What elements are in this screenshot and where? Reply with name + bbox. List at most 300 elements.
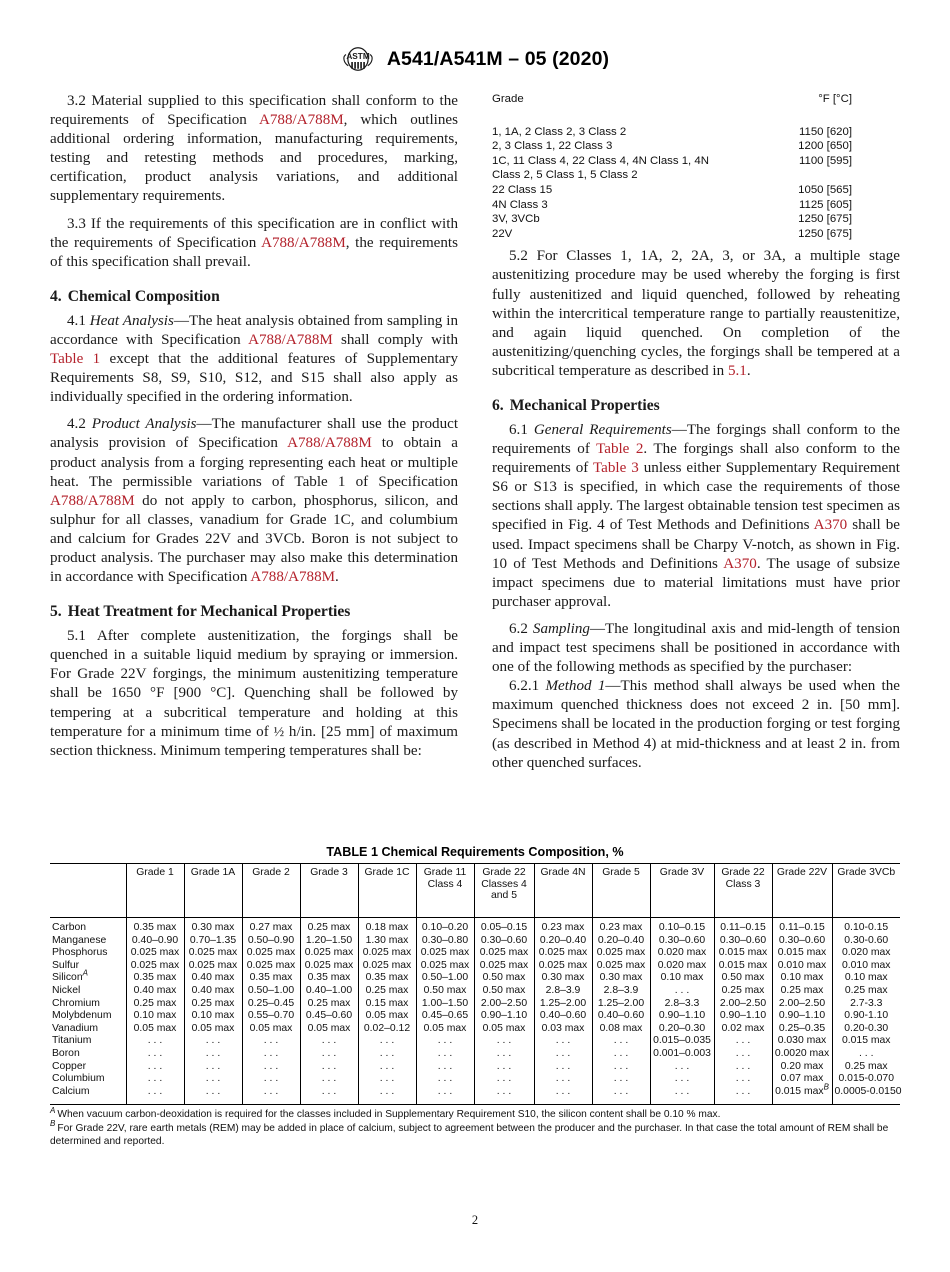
cell: . . . [592, 1048, 650, 1061]
table-row [50, 918, 900, 935]
xref-table-3[interactable]: Table 3 [592, 460, 639, 477]
xref-table-1[interactable]: Table 1 [50, 351, 101, 368]
temp-row-grade: 22V [492, 227, 513, 240]
cell: 0.25 max [832, 985, 900, 998]
cell: 0.40 max [184, 972, 242, 985]
cell: 0.10-0.15 [832, 918, 900, 935]
cell: . . . [714, 1048, 772, 1061]
cell: 2.8–3.3 [650, 998, 714, 1011]
cell: . . . [474, 1048, 534, 1061]
cell: . . . [184, 1073, 242, 1086]
cell: 0.025 max [592, 960, 650, 973]
table-row [50, 972, 900, 985]
cell: . . . [126, 1048, 184, 1061]
cell: 0.25–0.45 [242, 998, 300, 1011]
paragraph-4-2-term: Product Analysis [91, 416, 197, 433]
table-row [50, 935, 900, 948]
cell: 0.45–0.60 [300, 1010, 358, 1023]
temp-table-header-row [492, 92, 900, 125]
row-label-sulfur: Sulfur [52, 959, 80, 971]
row-label-manganese: Manganese [52, 934, 107, 946]
cell: 0.05 max [242, 1023, 300, 1036]
cell: 0.20–0.30 [650, 1023, 714, 1036]
table-1-header-grade-22-classes-4-and-5: Grade 22 Classes 4 and 5 [474, 864, 534, 918]
cell: 0.40–0.60 [592, 1010, 650, 1023]
paragraph-6-2-1-a: —This method shall always be used when the maximum quenched thickness does not exceed 2 in. [50 mm]. Specimens shall be located in the production forging or test forging (as described in Method 4) at mid-thickness and at least 2 in. from other quenched surfaces. [492, 678, 900, 771]
cell: 0.05 max [358, 1010, 416, 1023]
cell: . . . [358, 1035, 416, 1048]
heading-4-number: 4. [50, 287, 62, 305]
cell: 0.001–0.003 [650, 1048, 714, 1061]
cell: 0.10 max [184, 1010, 242, 1023]
cell: . . . [416, 1048, 474, 1061]
document-header [0, 0, 950, 80]
cell: 0.025 max [474, 960, 534, 973]
cell: 0.25 max [358, 985, 416, 998]
temp-row-grade: 4N Class 3 [492, 198, 548, 211]
cell: 0.25 max [772, 985, 832, 998]
cell: 0.30 max [592, 972, 650, 985]
cell: 0.90–1.10 [474, 1010, 534, 1023]
cell: . . . [474, 1061, 534, 1074]
footnote-a-text: When vacuum carbon-deoxidation is required for the classes included in Supplementary Requirement S10, the silicon content shall be 0.10 % max. [57, 1109, 721, 1121]
cell: . . . [300, 1035, 358, 1048]
row-label-carbon: Carbon [52, 922, 87, 933]
cell: 0.20-0.30 [832, 1023, 900, 1036]
temp-row-value: 1100 [595] [799, 154, 852, 167]
paragraph-5-1-text: 5.1 After complete austenitization, the forgings shall be quenched in a suitable liquid medium by spraying or immersion. For Grade 22V forgings, the minimum austenitizing temperature shall be 1650 °F [900 °C]. Quenching shall be followed by tempering at a subcritical temperature and holding at this temperature for a minimum time of [50, 628, 458, 740]
cell: 0.015 max [714, 960, 772, 973]
xref-a370-2[interactable]: A370 [723, 555, 757, 572]
heading-4-text: Chemical Composition [67, 287, 220, 305]
cell: . . . [184, 1048, 242, 1061]
cell: 0.015 max [714, 947, 772, 960]
cell: 0.10 max [832, 972, 900, 985]
cell: 0.030 max [772, 1035, 832, 1048]
table-1-header-grade-1c: Grade 1C [358, 864, 416, 918]
cell: 0.03 max [534, 1023, 592, 1036]
cell: . . . [358, 1048, 416, 1061]
cell: 0.50 max [474, 985, 534, 998]
cell: 0.25 max [300, 918, 358, 935]
temp-table-header-grade: Grade [492, 93, 524, 105]
temp-row-value: 1250 [675] [798, 213, 852, 226]
cell: . . . [474, 1035, 534, 1048]
cell: 0.015 max [772, 947, 832, 960]
cell: . . . [300, 1086, 358, 1105]
cell: 0.40 max [184, 985, 242, 998]
cell: . . . [416, 1061, 474, 1074]
footnote-b-text: For Grade 22V, rare earth metals (REM) may be added in place of calcium, subject to agreement between the producer and the purchaser. In that case the total amount of REM shall be determined and reported. [50, 1122, 889, 1147]
temp-table-header-temperature: °F [°C] [818, 93, 852, 105]
fraction-one-half: ½ [273, 724, 285, 740]
cell: . . . [714, 1061, 772, 1074]
cell: . . . [534, 1035, 592, 1048]
cell: . . . [184, 1086, 242, 1105]
cell: 0.025 max [126, 960, 184, 973]
table-1-header-corner [50, 864, 126, 918]
row-label-molybdenum: Molybdenum [52, 1010, 112, 1022]
table-1-header-grade-4n: Grade 4N [534, 864, 592, 918]
cell: 0.90–1.10 [650, 1010, 714, 1023]
temp-row-value: 1125 [605] [799, 198, 852, 211]
paragraph-3-2-text: 3.2 Material supplied to this specification shall conform to the requirements of Specification [50, 93, 458, 129]
cell: 0.20 max [772, 1061, 832, 1074]
paragraph-3-3-text: 3.3 If the requirements of this specification are in conflict with the requirements of Specification [50, 215, 458, 251]
table-1-header-grade-1: Grade 1 [126, 864, 184, 918]
paragraph-6-1-number: 6.1 [509, 422, 534, 438]
table-1-container [50, 845, 900, 1148]
cell: 0.015-0.070 [832, 1073, 900, 1086]
table-1-header-grade-5: Grade 5 [592, 864, 650, 918]
cell: 1.25–2.00 [534, 998, 592, 1011]
cell: 0.40–0.90 [126, 935, 184, 948]
table-row [50, 1061, 900, 1074]
cell: . . . [126, 1073, 184, 1086]
cell: 0.15 max [358, 998, 416, 1011]
cell: 0.05–0.15 [474, 918, 534, 935]
cell: 0.70–1.35 [184, 935, 242, 948]
paragraph-6-2 [492, 620, 900, 677]
cell: 0.05 max [416, 1023, 474, 1036]
table-row [492, 198, 900, 213]
cell: 0.020 max [650, 947, 714, 960]
table-1-header-grade-2: Grade 2 [242, 864, 300, 918]
cell: 0.08 max [592, 1023, 650, 1036]
table-row [50, 1086, 900, 1105]
table-1-header-row [50, 864, 900, 918]
cell: 0.20–0.40 [592, 935, 650, 948]
row-label-boron: Boron [52, 1047, 80, 1059]
temp-row-value: 1150 [620] [799, 125, 852, 138]
svg-text:ASTM: ASTM [346, 52, 370, 61]
paragraph-4-1-c: except that the additional features of Supplementary Requirements S8, S9, S10, S12, and S15 shall also apply as individually specified in the ordering information. [50, 351, 459, 406]
footnote-marker-a: A [82, 968, 88, 978]
table-row [50, 1048, 900, 1061]
paragraph-6-2-1 [492, 677, 900, 772]
footnote-a [50, 1105, 900, 1121]
footnote-b-marker: B [50, 1119, 56, 1129]
cell: . . . [416, 1086, 474, 1105]
table-1-body [50, 918, 900, 1105]
table-row [50, 1073, 900, 1086]
cell: . . . [242, 1086, 300, 1105]
cell: 0.40–1.00 [300, 985, 358, 998]
paragraph-4-2-a: —The manufacturer shall use the product analysis provision of Specification [50, 416, 459, 452]
xref-5-1[interactable]: 5.1 [727, 362, 747, 379]
cell: 0.05 max [300, 1023, 358, 1036]
paragraph-4-2-c: do not apply to carbon, phosphorus, silicon, and sulphur for all classes, vanadium for Grade 1C, and columbium and calcium for Grades 22V and 3VCb. Boron is not subject to product analysis. The purchaser may also make this determination in accordance with Specification [50, 492, 458, 586]
cell: 1.20–1.50 [300, 935, 358, 948]
row-label-chromium: Chromium [52, 997, 100, 1009]
heading-5-number: 5. [50, 603, 62, 621]
cell: . . . [714, 1073, 772, 1086]
cell: 0.30–0.60 [650, 935, 714, 948]
paragraph-4-1-b: shall comply with [332, 331, 458, 348]
cell: 0.025 max [242, 947, 300, 960]
table-row [492, 168, 900, 183]
paragraph-4-1-number: 4.1 [67, 312, 90, 329]
xref-a788-1[interactable]: A788/A788M [258, 112, 344, 129]
paragraph-6-2-1-term: Method 1 [545, 678, 606, 695]
cell: 0.025 max [300, 960, 358, 973]
row-label-columbium: Columbium [52, 1073, 105, 1085]
cell: 1.30 max [358, 935, 416, 948]
cell: 0.11–0.15 [714, 918, 772, 935]
cell: 0.025 max [184, 947, 242, 960]
table-row [50, 985, 900, 998]
cell: 0.015–0.035 [650, 1035, 714, 1048]
cell: . . . [534, 1073, 592, 1086]
cell: 0.50–0.90 [242, 935, 300, 948]
table-row [492, 125, 900, 140]
row-label-silicon-text: Silicon [52, 972, 83, 984]
page-title: A541/A541M – 05 (2020) [386, 47, 610, 70]
table-row [50, 947, 900, 960]
cell: 0.30–0.80 [416, 935, 474, 948]
cell: 0.50 max [474, 972, 534, 985]
paragraph-4-1 [50, 312, 458, 407]
cell: 0.40–0.60 [534, 1010, 592, 1023]
row-label-nickel: Nickel [52, 984, 81, 996]
paragraph-6-1-d: shall be used. Impact specimens shall be Charpy V-notch, as shown in Fig. 10 of Test Methods and Definitions [492, 517, 900, 572]
cell: . . . [650, 1073, 714, 1086]
cell [772, 1082, 832, 1105]
paragraph-4-2-number: 4.2 [67, 416, 92, 433]
row-label-titanium: Titanium [52, 1035, 92, 1047]
cell: 0.025 max [300, 947, 358, 960]
table-row [492, 183, 900, 198]
cell: . . . [592, 1073, 650, 1086]
cell: 0.10–0.15 [650, 918, 714, 935]
xref-a788-4[interactable]: A788/A788M [287, 435, 372, 452]
cell: 0.25 max [184, 998, 242, 1011]
cell: 2.00–2.50 [474, 998, 534, 1011]
paragraph-6-1-term: General Requirements [533, 422, 672, 438]
paragraph-5-1-rest: h/in. [25 mm] of maximum section thickness. Minimum tempering temperatures shall be: [50, 723, 458, 759]
cell: . . . [592, 1086, 650, 1105]
paragraph-3-2-rest: , which outlines additional ordering information, manufacturing requirements, testing and retesting methods and procedures, marking, certification, product analysis variations, and additional supplementary requirements. [50, 112, 458, 205]
paragraph-4-1-a: —The heat analysis obtained from sampling in accordance with Specification [50, 312, 458, 348]
cell: 0.02 max [714, 1023, 772, 1036]
cell: 0.30-0.60 [832, 935, 900, 948]
footnote-marker-b: B [823, 1082, 829, 1092]
cell: 0.05 max [126, 1023, 184, 1036]
cell: 0.07 max [772, 1073, 832, 1086]
cell: . . . [474, 1073, 534, 1086]
cell: . . . [184, 1035, 242, 1048]
paragraph-5-2-text: 5.2 For Classes 1, 1A, 2, 2A, 3, or 3A, a multiple stage austenitizing procedure may be used whereby the forging is first fully austenitized and liquid quenched, followed by reheating within the intercritical temperature range to partially reaustenitize, and again liquid quenched. On completion of the austenitizing/quenching cycles, the forgings shall be tempered at a subcritical temperature as described in [492, 248, 900, 379]
cell: 1.00–1.50 [416, 998, 474, 1011]
cell: 0.02–0.12 [358, 1023, 416, 1036]
cell: 0.50 max [416, 985, 474, 998]
paragraph-6-1-c: unless either Supplementary Requirement S6 or S13 is specified, in which case the requirements of those sections shall apply. The largest obtainable tension test specimen as specified in Fig. 4 of Test Methods and Definitions [492, 460, 900, 534]
table-row [50, 960, 900, 973]
cell: 0.30–0.60 [772, 935, 832, 948]
table-1-header-grade-3: Grade 3 [300, 864, 358, 918]
cell: 0.35 max [242, 972, 300, 985]
paragraph-6-2-number: 6.2 [509, 620, 533, 637]
paragraph-6-2-term: Sampling [532, 620, 590, 637]
heading-5 [50, 602, 458, 621]
cell: 0.025 max [534, 947, 592, 960]
cell: 0.30–0.60 [474, 935, 534, 948]
paragraph-5-1 [50, 627, 458, 761]
xref-a788-5[interactable]: A788/A788M [50, 492, 135, 509]
paragraph-6-1-e: . The usage of subsize impact specimens due to material limitations must have prior purchaser approval. [492, 555, 900, 610]
cell: 0.18 max [358, 918, 416, 935]
paragraph-4-2-d: . [335, 569, 339, 586]
cell: . . . [714, 1086, 772, 1105]
row-label-vanadium: Vanadium [52, 1022, 99, 1034]
cell: . . . [358, 1086, 416, 1105]
left-column [50, 92, 458, 773]
cell: 0.50 max [714, 972, 772, 985]
cell: . . . [592, 1035, 650, 1048]
xref-table-2[interactable]: Table 2 [596, 441, 644, 458]
cell: 0.50–1.00 [416, 972, 474, 985]
xref-a788-3[interactable]: A788/A788M [248, 331, 333, 348]
cell: . . . [300, 1048, 358, 1061]
temp-row-value [770, 168, 900, 183]
cell: . . . [416, 1073, 474, 1086]
paragraph-3-3-rest: , the requirements of this specification shall prevail. [50, 234, 458, 270]
temp-row-grade: 3V, 3VCb [492, 213, 540, 226]
cell: 0.05 max [474, 1023, 534, 1036]
row-label-calcium: Calcium [52, 1085, 90, 1097]
row-label-phosphorus: Phosphorus [52, 947, 108, 959]
paragraph-4-2-b: to obtain a product analysis from a forging representing each heat or multiple heat. The permissible variations of Table 1 of Specification [50, 435, 458, 490]
right-column [492, 92, 900, 773]
cell: . . . [650, 1061, 714, 1074]
cell: 0.30 max [184, 918, 242, 935]
cell: 0.025 max [358, 947, 416, 960]
cell: 0.23 max [534, 918, 592, 935]
cell: 0.10 max [772, 972, 832, 985]
cell: . . . [714, 1035, 772, 1048]
page-number: 2 [471, 1213, 479, 1227]
table-row [492, 212, 900, 227]
temp-row-grade: Class 2, 5 Class 1, 5 Class 2 [492, 169, 638, 182]
xref-a788-2[interactable]: A788/A788M [261, 234, 346, 251]
cell: 0.55–0.70 [242, 1010, 300, 1023]
cell: 0.90–1.10 [772, 1010, 832, 1023]
cell: 2.8–3.9 [592, 985, 650, 998]
cell: . . . [242, 1035, 300, 1048]
cell: . . . [534, 1048, 592, 1061]
cell: 0.020 max [832, 947, 900, 960]
heading-5-text: Heat Treatment for Mechanical Properties [67, 603, 351, 621]
cell: 0.025 max [184, 960, 242, 973]
cell: . . . [650, 985, 714, 998]
table-1-header-grade-3vcb: Grade 3VCb [832, 864, 900, 918]
cell: . . . [242, 1061, 300, 1074]
paragraph-3-2 [50, 92, 458, 207]
row-label-silicon [50, 968, 126, 985]
cell: 0.010 max [832, 960, 900, 973]
xref-a370-1[interactable]: A370 [813, 517, 848, 534]
cell: 0.25 max [126, 998, 184, 1011]
cell: 0.025 max [358, 960, 416, 973]
body-columns [50, 92, 900, 773]
cell: 0.11–0.15 [772, 918, 832, 935]
paragraph-4-1-term: Heat Analysis [89, 312, 174, 329]
astm-logo-icon [341, 44, 375, 74]
cell: 0.35 max [300, 972, 358, 985]
cell: 0.35 max [126, 972, 184, 985]
table-1-header-grade-22v: Grade 22V [772, 864, 832, 918]
table-1-chemical-requirements [50, 863, 900, 1105]
cell: 1.25–2.00 [592, 998, 650, 1011]
paragraph-4-2 [50, 415, 458, 587]
cell: . . . [300, 1073, 358, 1086]
cell: 0.015 max [832, 1035, 900, 1048]
cell: 0.27 max [242, 918, 300, 935]
cell: 0.90–1.10 [714, 1010, 772, 1023]
cell: . . . [242, 1073, 300, 1086]
row-label-copper: Copper [52, 1060, 87, 1072]
table-row [492, 139, 900, 154]
table-1-header-grade-22-class-3: Grade 22 Class 3 [714, 864, 772, 918]
cell: 0.025 max [242, 960, 300, 973]
cell: 0.40 max [126, 985, 184, 998]
cell-text: 0.015 max [775, 1085, 824, 1097]
xref-a788-6[interactable]: A788/A788M [250, 569, 336, 586]
paragraph-6-2-a: —The longitudinal axis and mid-length of tension and impact test specimens shall be positioned in accordance with one of the following methods as specified by the purchaser: [492, 620, 901, 676]
table-1-header-grade-3v: Grade 3V [650, 864, 714, 918]
cell: 0.025 max [416, 947, 474, 960]
cell: . . . [650, 1086, 714, 1105]
heading-4 [50, 287, 458, 306]
table-row [50, 1023, 900, 1036]
cell: 0.25 max [714, 985, 772, 998]
temp-row-grade: 1C, 11 Class 4, 22 Class 4, 4N Class 1, 4N [492, 154, 709, 167]
cell: . . . [184, 1061, 242, 1074]
cell: 2.00–2.50 [772, 998, 832, 1011]
paragraph-6-1 [492, 421, 900, 612]
table-1-caption: TABLE 1 Chemical Requirements Composition, % [326, 845, 624, 859]
table-1-footnotes [50, 1105, 900, 1148]
table-row [492, 154, 900, 169]
temp-row-grade: 2, 3 Class 1, 22 Class 3 [492, 140, 613, 153]
temp-table-body [492, 125, 900, 242]
heading-6 [492, 396, 900, 415]
cell: 0.23 max [592, 918, 650, 935]
tempering-temperature-table [492, 92, 900, 241]
cell: . . . [474, 1086, 534, 1105]
table-row [50, 998, 900, 1011]
cell: 0.30–0.60 [714, 935, 772, 948]
cell: 0.10 max [126, 1010, 184, 1023]
cell: 0.05 max [184, 1023, 242, 1036]
paragraph-6-2-1-number: 6.2.1 [509, 678, 546, 695]
cell: 2.00–2.50 [714, 998, 772, 1011]
cell: 2.8–3.9 [534, 985, 592, 998]
paragraph-6-1-b: . The forgings shall also conform to the requirements of [492, 441, 900, 477]
cell: 0.35 max [358, 972, 416, 985]
cell: 0.0020 max [772, 1048, 832, 1061]
cell: 0.025 max [534, 960, 592, 973]
table-row [50, 1010, 900, 1023]
footnote-b [50, 1119, 900, 1148]
cell: 0.025 max [126, 947, 184, 960]
cell: . . . [534, 1061, 592, 1074]
cell: 0.10 max [650, 972, 714, 985]
cell: . . . [832, 1048, 900, 1061]
temp-row-value: 1250 [675] [798, 227, 852, 240]
cell: 0.30 max [534, 972, 592, 985]
cell: 0.25 max [832, 1061, 900, 1074]
